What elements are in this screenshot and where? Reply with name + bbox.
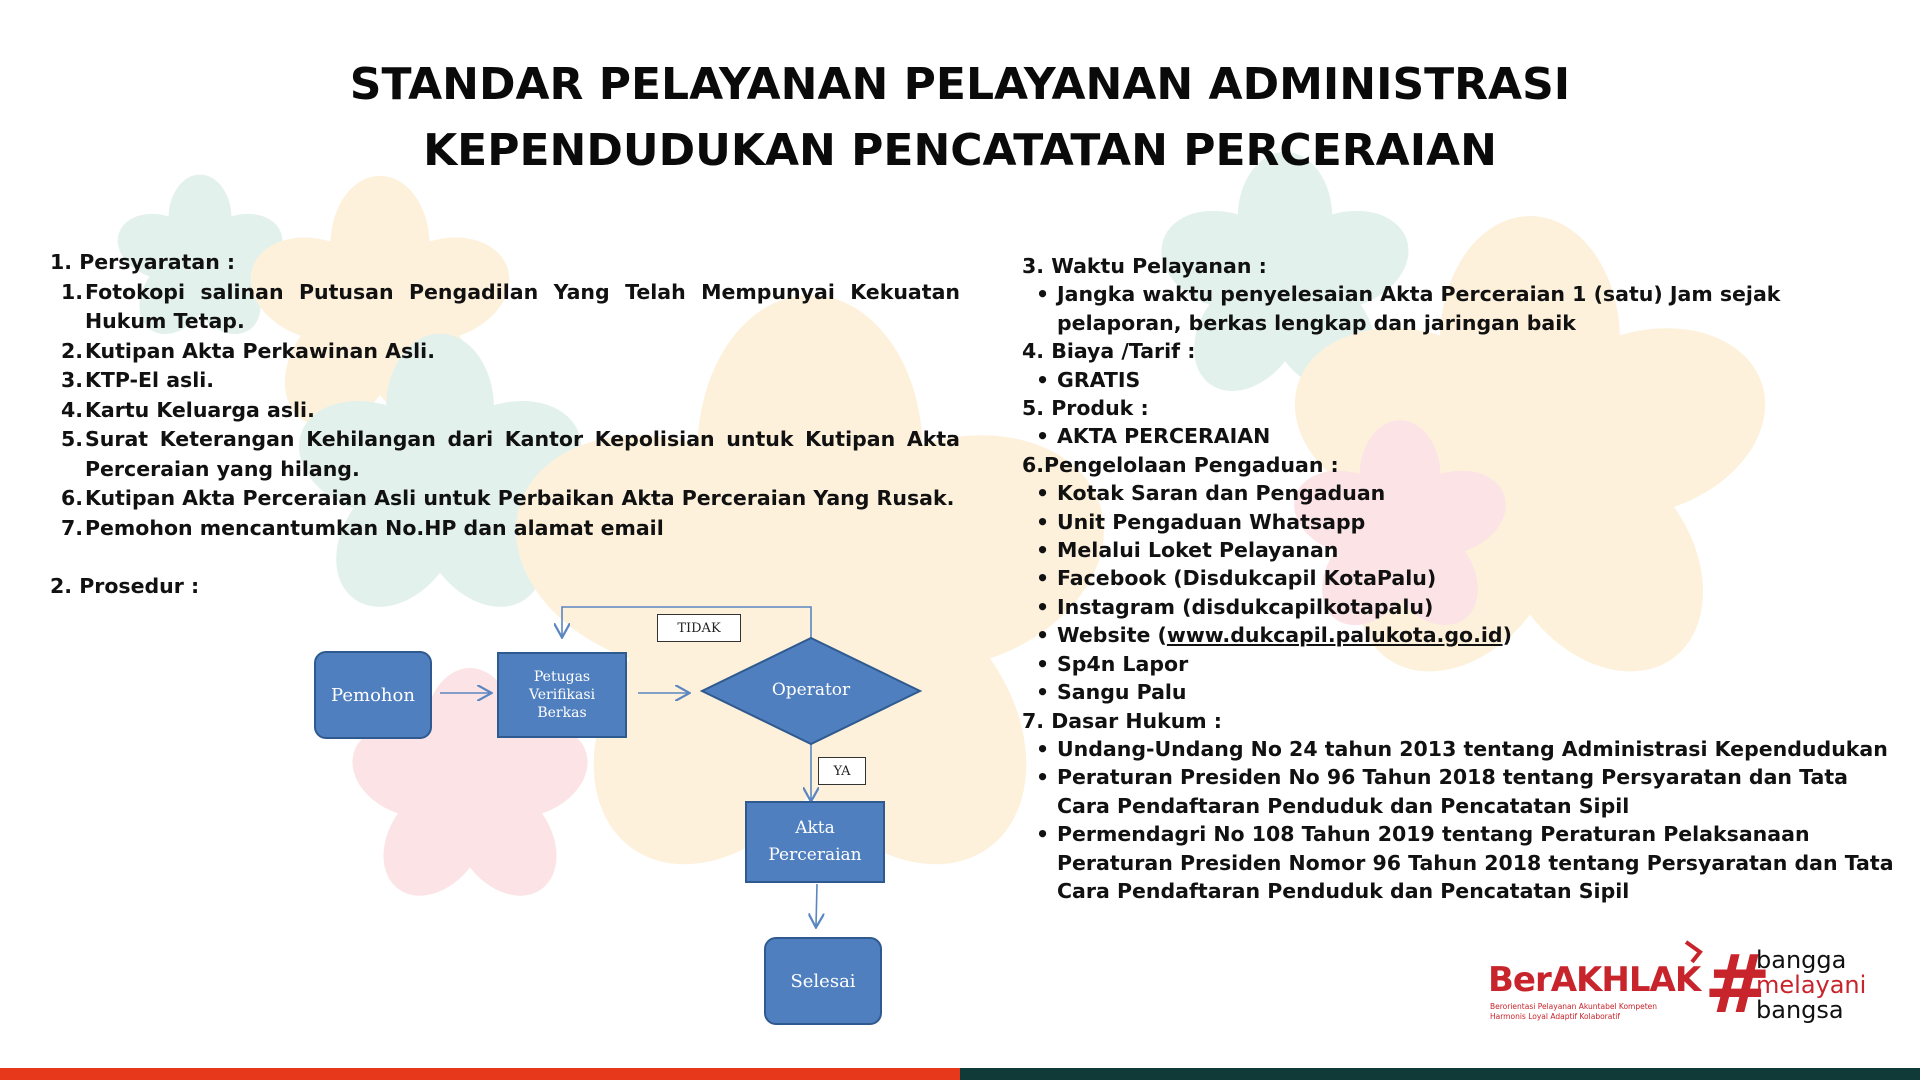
- ya-label: YA: [818, 757, 866, 785]
- list-item: [50, 396, 960, 426]
- bullet-icon: •: [1035, 509, 1050, 534]
- list-item: [1022, 678, 1902, 706]
- list-text: Undang-Undang No 24 tahun 2013 tentang Administrasi Kependudukan: [1057, 736, 1888, 761]
- list-item: [50, 337, 960, 367]
- berakhlak-tagline-line1: Berorientasi Pelayanan Akuntabel Kompeten: [1490, 1002, 1658, 1011]
- petugas-label-line1: Petugas: [533, 669, 591, 685]
- biaya-list: [1022, 366, 1902, 394]
- list-number: 4.: [60, 397, 83, 422]
- selesai-label: Selesai: [790, 970, 856, 992]
- prosedur-heading: 2. Prosedur :: [50, 574, 200, 598]
- persyaratan-heading: 1. Persyaratan :: [50, 250, 236, 274]
- list-text: Facebook (Disdukcapil KotaPalu): [1057, 566, 1437, 591]
- waktu-list: [1022, 280, 1902, 337]
- list-item: [50, 484, 960, 514]
- list-text: Peraturan Presiden No 96 Tahun 2018 tentang Persyaratan dan Tata Cara Pendaftaran Penduduk dan Pencatatan Sipil: [1057, 765, 1848, 818]
- list-item: [1022, 820, 1902, 905]
- footer-bar-dark: [960, 1068, 1920, 1080]
- page-title: [0, 52, 1920, 184]
- bullet-icon: •: [1035, 623, 1050, 648]
- berakhlak-wordmark: BerAKHLAK: [1488, 960, 1701, 1000]
- list-number: 3.: [60, 368, 83, 392]
- hashtag-icon: #: [1704, 938, 1772, 1031]
- list-item: [1022, 536, 1902, 564]
- list-number: 1.: [60, 279, 83, 304]
- bullet-icon: •: [1035, 424, 1050, 449]
- bullet-icon: •: [1035, 736, 1050, 761]
- list-text: Pemohon mencantumkan No.HP dan alamat email: [85, 515, 664, 540]
- list-text: Permendagri No 108 Tahun 2019 tentang Peraturan Pelaksanaan Peraturan Presiden Nomor 96 Tahun 2018 tentang Persyaratan dan Tata Cara Pendaftaran Penduduk dan Pencatatan Sipil: [1057, 822, 1894, 903]
- bullet-icon: •: [1035, 367, 1050, 392]
- selesai-box: [764, 937, 882, 1025]
- list-item: [50, 514, 960, 544]
- slogan-line1: bangga: [1756, 946, 1847, 974]
- list-text: Sp4n Lapor: [1057, 651, 1189, 676]
- prosedur-flowchart: [300, 600, 940, 1030]
- page-title-line1: STANDAR PELAYANAN PELAYANAN ADMINISTRASI: [349, 59, 1571, 110]
- list-item: [50, 278, 960, 337]
- pengaduan-heading: 6.Pengelolaan Pengaduan :: [1022, 452, 1339, 477]
- petugas-label-line3: Berkas: [537, 705, 587, 721]
- list-number: 6.: [60, 486, 83, 510]
- list-number: 7.: [60, 515, 83, 540]
- bullet-icon: •: [1035, 481, 1050, 506]
- berakhlak-logo: [1486, 940, 1886, 1040]
- list-item: [1022, 621, 1902, 649]
- bullet-icon: •: [1035, 765, 1050, 790]
- list-text: [1057, 621, 1902, 649]
- berakhlak-tagline-line2: Harmonis Loyal Adaptif Kolaboratif: [1490, 1012, 1621, 1021]
- bullet-icon: •: [1035, 282, 1050, 307]
- list-item: [1022, 650, 1902, 678]
- list-item: [1022, 735, 1902, 763]
- bullet-icon: •: [1035, 538, 1050, 563]
- right-column: [1022, 252, 1902, 905]
- list-item: [1022, 593, 1902, 621]
- list-text: Fotokopi salinan Putusan Pengadilan Yang Telah Mempunyai Kekuatan Hukum Tetap.: [85, 279, 960, 333]
- dasar-hukum-list: [1022, 735, 1902, 905]
- operator-label: Operator: [771, 680, 851, 700]
- list-text: Kartu Keluarga asli.: [85, 397, 315, 422]
- petugas-verifikasi-box: [497, 652, 627, 738]
- list-text: Melalui Loket Pelayanan: [1057, 538, 1339, 563]
- list-text: Jangka waktu penyelesaian Akta Perceraian 1 (satu) Jam sejak pelaporan, berkas lengkap dan jaringan baik: [1057, 282, 1781, 335]
- arrow-akta-to-selesai: [816, 884, 817, 926]
- list-item: [1022, 366, 1902, 394]
- list-number: 5.: [60, 427, 83, 451]
- list-text: Unit Pengaduan Whatsapp: [1057, 509, 1366, 534]
- dasar-hukum-heading: 7. Dasar Hukum :: [1022, 708, 1222, 733]
- list-item: [1022, 508, 1902, 536]
- list-item: [1022, 422, 1902, 450]
- produk-list: [1022, 422, 1902, 450]
- list-item: [50, 366, 960, 396]
- list-text: Sangu Palu: [1057, 680, 1187, 705]
- waktu-heading: 3. Waktu Pelayanan :: [1022, 254, 1267, 278]
- list-text: Kutipan Akta Perceraian Asli untuk Perbaikan Akta Perceraian Yang Rusak.: [85, 486, 955, 510]
- slogan-line3: bangsa: [1756, 996, 1844, 1024]
- list-text: Surat Keterangan Kehilangan dari Kantor Kepolisian untuk Kutipan Akta Perceraian yang hilang.: [85, 427, 960, 481]
- website-link[interactable]: www.dukcapil.palukota.go.id: [1166, 623, 1503, 648]
- list-item: [1022, 280, 1902, 337]
- page-title-line2: KEPENDUDUKAN PENCATATAN PERCERAIAN: [423, 125, 1497, 176]
- pengaduan-list: [1022, 479, 1902, 706]
- slogan-line2: melayani: [1756, 971, 1867, 999]
- chevron-icon: [1682, 940, 1706, 964]
- list-item: [1022, 479, 1902, 507]
- bullet-icon: •: [1035, 566, 1050, 591]
- left-column: [50, 248, 960, 602]
- list-item: [50, 425, 960, 484]
- list-text: KTP-El asli.: [85, 368, 215, 392]
- akta-perceraian-box: [745, 801, 885, 883]
- website-prefix: Website (: [1057, 623, 1167, 648]
- persyaratan-list: [50, 278, 960, 544]
- bullet-icon: •: [1035, 594, 1050, 619]
- akta-label-line2: Perceraian: [768, 845, 862, 865]
- pemohon-label: Pemohon: [331, 684, 415, 706]
- bullet-icon: •: [1035, 651, 1050, 676]
- pemohon-box: [314, 651, 432, 739]
- website-suffix: ): [1502, 623, 1512, 648]
- bullet-icon: •: [1035, 822, 1050, 847]
- list-item: [1022, 763, 1902, 820]
- list-item: [1022, 564, 1902, 592]
- biaya-heading: 4. Biaya /Tarif :: [1022, 339, 1196, 364]
- list-number: 2.: [60, 338, 83, 363]
- list-text: Instagram (disdukcapilkotapalu): [1057, 594, 1434, 619]
- tidak-label: TIDAK: [657, 614, 741, 642]
- akta-label-line1: Akta: [795, 818, 835, 838]
- footer-bar-orange: [0, 1068, 960, 1080]
- list-text: GRATIS: [1057, 367, 1141, 392]
- list-text: AKTA PERCERAIAN: [1057, 424, 1271, 449]
- petugas-label-line2: Verifikasi: [528, 687, 596, 703]
- bullet-icon: •: [1035, 680, 1050, 705]
- produk-heading: 5. Produk :: [1022, 396, 1149, 421]
- list-text: Kotak Saran dan Pengaduan: [1057, 481, 1386, 506]
- list-text: Kutipan Akta Perkawinan Asli.: [85, 338, 435, 363]
